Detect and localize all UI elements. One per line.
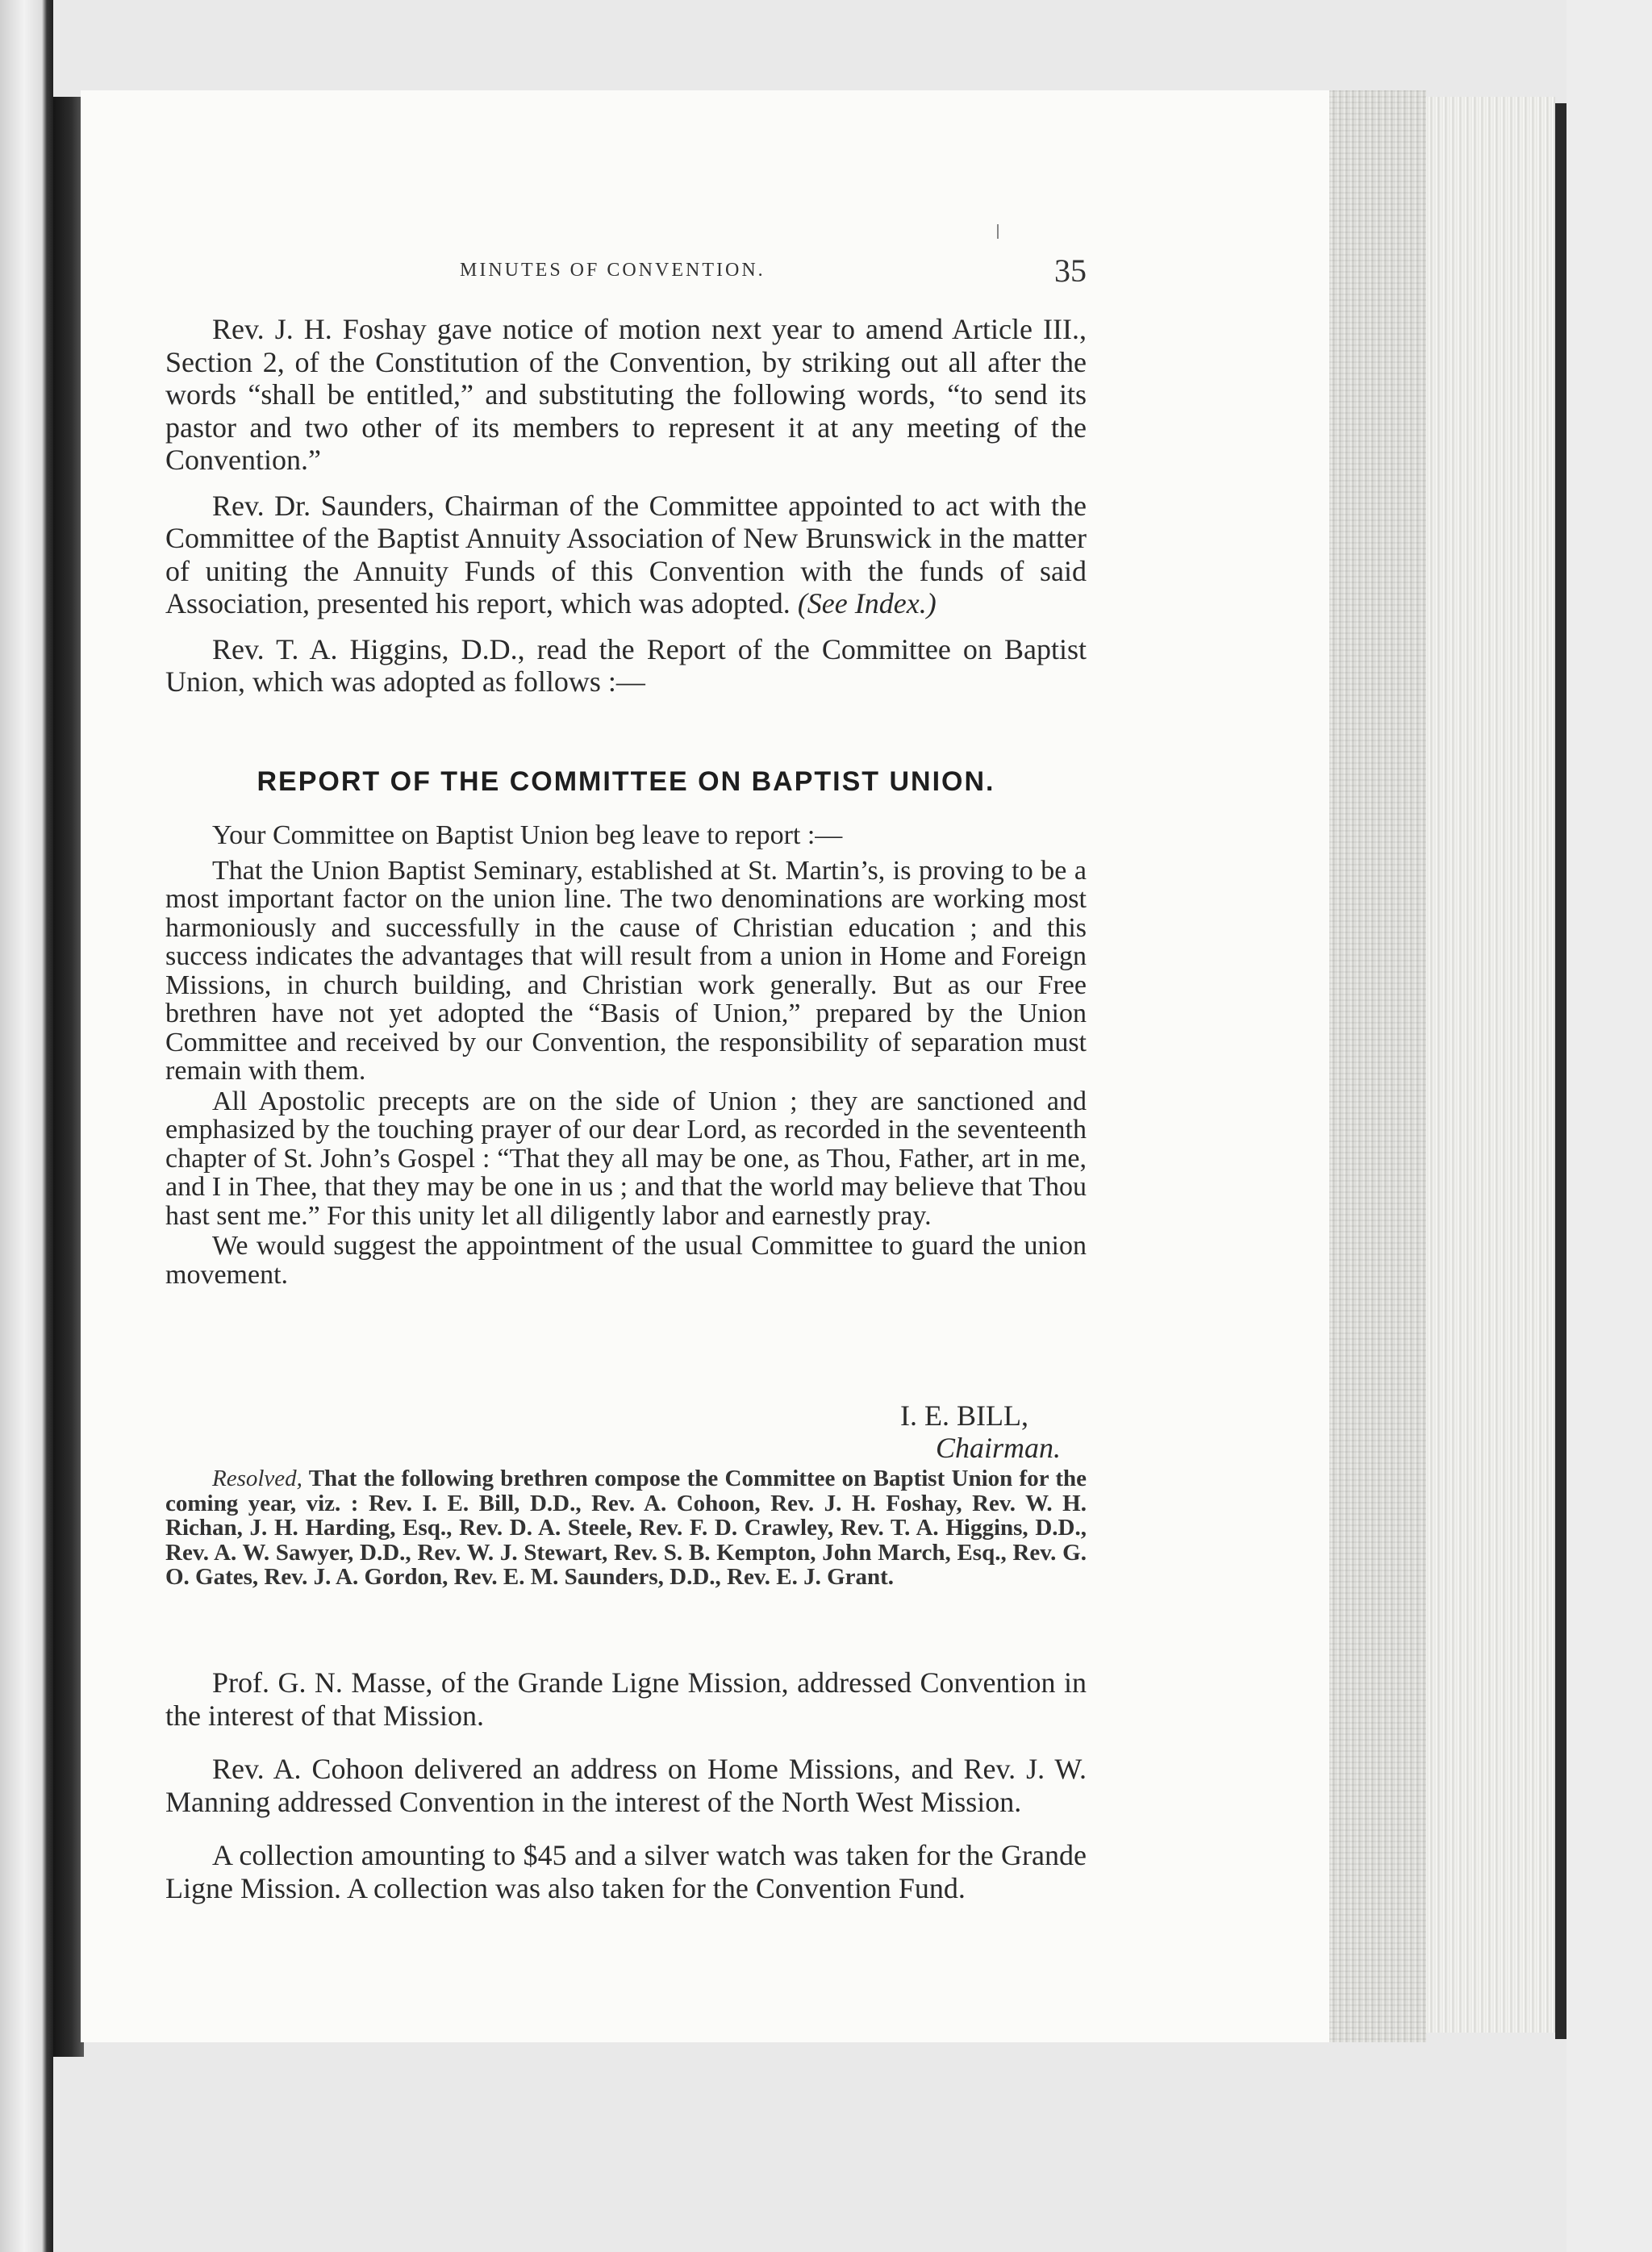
paragraph-collection: A collection amounting to $45 and a silver watch was taken for the Grande Ligne Mission. A collection was also taken for the Convention Fund. xyxy=(165,1839,1087,1904)
scan-background xyxy=(1566,0,1652,2252)
book-cover-edge xyxy=(1555,103,1566,2039)
book-spine-shadow xyxy=(53,97,84,2057)
resolution-paragraph xyxy=(165,1466,1087,1590)
page-block-edges-outer xyxy=(1426,97,1555,2033)
paragraph-higgins-report: Rev. T. A. Higgins, D.D., read the Report of the Committee on Baptist Union, which was adopted as follows :— xyxy=(165,632,1087,698)
report-paragraph: We would suggest the appointment of the usual Committee to guard the union movement. xyxy=(165,1231,1087,1290)
intro-section xyxy=(165,313,1087,711)
report-signature xyxy=(165,1399,1061,1464)
resolution-lead: Resolved, xyxy=(212,1466,302,1491)
page-block-edges xyxy=(1329,90,1426,2042)
see-index-note: (See Index.) xyxy=(797,587,937,619)
report-body xyxy=(165,821,1087,1291)
page-number: 35 xyxy=(1054,252,1087,289)
report-paragraph: Your Committee on Baptist Union beg leave to report :— xyxy=(212,820,843,850)
report-paragraph: That the Union Baptist Seminary, established at St. Martin’s, is proving to be a most important factor on the union line. The two denominations are working most harmoniously and successfully in the cause of Christian education ; and this success indicates the advantages that will result from a union in Home and Foreign Missions, in church building, and Christian work generally. But as our Free brethren have not yet adopted the “Basis of Union,” prepared by the Union Committee and received by our Convention, the responsibility of separation must remain with them. xyxy=(165,855,1087,1086)
running-head: MINUTES OF CONVENTION. xyxy=(460,260,766,281)
adjacent-page-edge xyxy=(0,0,53,2252)
paragraph-masse: Prof. G. N. Masse, of the Grande Ligne Mission, addressed Convention in the interest of that Mission. xyxy=(165,1666,1087,1732)
report-heading: REPORT OF THE COMMITTEE ON BAPTIST UNION. xyxy=(257,766,995,797)
signature-name: I. E. BILL, xyxy=(900,1399,1028,1432)
paragraph-saunders-report: Rev. Dr. Saunders, Chairman of the Committee appointed to act with the Committee of the Baptist Annuity Association of New Brunswick in the matter of uniting the Annuity Funds of this Convention with the funds of said Association, presented his report, which was adopted. (See Index.) xyxy=(165,489,1087,619)
page-header xyxy=(165,242,1087,290)
resolution xyxy=(165,1466,1087,1590)
closing-section xyxy=(165,1666,1087,1925)
paragraph-foshay-motion: Rev. J. H. Foshay gave notice of motion next year to amend Article III., Section 2, of the Constitution of the Convention, by striking out all after the words “shall be entitled,” and substituting the following words, “to send its pastor and two other of its members to represent it at any meeting of the Convention.” xyxy=(165,313,1087,476)
signature-title: Chairman. xyxy=(935,1432,1061,1464)
resolution-text: That the following brethren compose the Committee on Baptist Union for the coming year, viz. : Rev. I. E. Bill, D.D., Rev. A. Cohoon, Rev. J. H. Foshay, Rev. W. H. Richan, J. H. Harding, Esq., Rev. D. A. Steele, Rev. F. D. Crawley, Rev. T. A. Higgins, D.D., Rev. A. W. Sawyer, D.D., Rev. W. J. Stewart, Rev. S. B. Kempton, John March, Esq., Rev. G. O. Gates, Rev. J. A. Gordon, Rev. E. M. Saunders, D.D., Rev. E. J. Grant. xyxy=(165,1466,1087,1590)
paragraph-cohoon-manning: Rev. A. Cohoon delivered an address on Home Missions, and Rev. J. W. Manning addressed Convention in the interest of the North West Mission. xyxy=(165,1753,1087,1818)
pencil-mark xyxy=(997,224,999,239)
report-paragraph: All Apostolic precepts are on the side of Union ; they are sanctioned and emphasized by the touching prayer of our dear Lord, as recorded in the seventeenth chapter of St. John’s Gospel : “That they all may be one, as Thou, Father, art in me, and I in Thee, that they may be one in us ; and that the world may believe that Thou hast sent me.” For this unity let all diligently labor and earnestly pray. xyxy=(165,1086,1087,1231)
